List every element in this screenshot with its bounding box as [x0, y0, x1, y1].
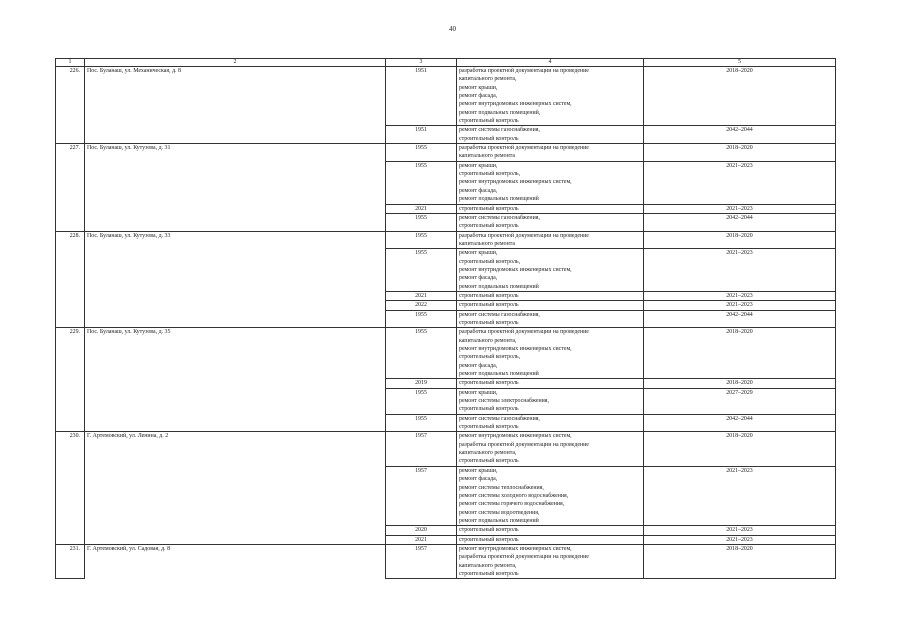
work-item: ремонт системы холодного водоснабжения, [459, 492, 569, 499]
work-item: строительный контроль [459, 424, 519, 431]
work-item: разработка проектной документации на проведение [459, 554, 589, 561]
building-address: Пос. Буланаш, ул. Кутузова, д. 35 [85, 328, 386, 432]
year-cell: 2021 [386, 291, 457, 300]
year-cell: 1955 [386, 310, 457, 328]
works-cell [457, 249, 644, 292]
work-item: ремонт внутридомовых инженерных систем, [459, 545, 572, 552]
works-cell [457, 379, 644, 388]
work-item: ремонт системы газоснабжения, [459, 127, 540, 134]
table-row [56, 544, 836, 578]
work-item: ремонт крыши, [459, 467, 498, 474]
work-item: строительный контроль [459, 292, 519, 299]
row-number: 226. [56, 67, 85, 144]
repair-period-cell: 2021–2023 [644, 526, 836, 535]
header-col-2: 2 [85, 59, 386, 67]
works-cell [457, 204, 644, 213]
work-item: капитального ремонта [459, 240, 515, 247]
work-item: капитального ремонта, [459, 76, 517, 83]
work-item: ремонт фасада, [459, 362, 498, 369]
table-row [56, 432, 836, 466]
year-cell: 1951 [386, 67, 457, 126]
work-item: строительный контроль [459, 205, 519, 212]
table-row [56, 67, 836, 126]
work-item: ремонт системы водоотведения, [459, 509, 540, 516]
work-item: строительный контроль [459, 223, 519, 230]
work-item: ремонт фасада, [459, 275, 498, 282]
work-item: ремонт подвальных помещений [459, 196, 539, 203]
table-body [56, 67, 836, 579]
works-cell [457, 310, 644, 328]
year-cell: 1955 [386, 388, 457, 414]
repair-period-cell: 2021–2023 [644, 466, 836, 525]
table-row [56, 231, 836, 249]
repair-period-cell: 2042–2044 [644, 126, 836, 144]
work-item: строительный контроль, [459, 258, 521, 265]
work-item: строительный контроль, [459, 354, 521, 361]
year-cell: 1957 [386, 432, 457, 466]
work-item: ремонт подвальных помещений [459, 371, 539, 378]
work-item: ремонт внутридомовых инженерных систем, [459, 101, 572, 108]
work-item: ремонт внутридомовых инженерных систем, [459, 433, 572, 440]
work-item: строительный контроль [459, 302, 519, 309]
work-item: ремонт крыши, [459, 162, 498, 169]
year-cell: 1955 [386, 144, 457, 162]
works-cell [457, 231, 644, 249]
building-address: Пос. Буланаш, ул. Кутузова, д. 31 [85, 144, 386, 231]
work-item: ремонт системы газоснабжения, [459, 214, 540, 221]
row-number: 231. [56, 544, 85, 578]
repair-period-cell: 2018–2020 [644, 379, 836, 388]
repair-period-cell: 2018–2020 [644, 144, 836, 162]
repair-period-cell: 2021–2023 [644, 249, 836, 292]
work-item: капитального ремонта, [459, 562, 517, 569]
repair-period-cell: 2021–2023 [644, 301, 836, 310]
page-number: 40 [449, 25, 456, 33]
work-item: капитального ремонта, [459, 337, 517, 344]
header-col-1: 1 [56, 59, 85, 67]
work-item: ремонт фасада, [459, 93, 498, 100]
work-item: ремонт системы горячего водоснабжения, [459, 501, 565, 508]
work-item: ремонт крыши, [459, 250, 498, 257]
works-cell [457, 67, 644, 126]
work-item: разработка проектной документации на проведение [459, 232, 589, 239]
work-item: капитального ремонта [459, 153, 515, 160]
work-item: строительный контроль [459, 406, 519, 413]
row-number: 229. [56, 328, 85, 432]
year-cell: 1955 [386, 161, 457, 204]
table-row [56, 144, 836, 162]
works-cell [457, 388, 644, 414]
work-item: ремонт внутридомовых инженерных систем, [459, 346, 572, 352]
work-item: разработка проектной документации на проведение [459, 441, 589, 448]
work-item: ремонт системы электроснабжения, [459, 398, 549, 405]
table-row [56, 328, 836, 379]
repair-period-cell: 2018–2020 [644, 328, 836, 379]
work-item: ремонт подвальных помещений [459, 517, 539, 524]
year-cell: 1957 [386, 544, 457, 578]
year-cell: 1955 [386, 213, 457, 231]
work-item: ремонт крыши, [459, 84, 498, 91]
year-cell: 1955 [386, 249, 457, 292]
year-cell: 2021 [386, 535, 457, 544]
repair-period-cell: 2018–2020 [644, 231, 836, 249]
repair-period-cell: 2018–2020 [644, 67, 836, 126]
work-item: ремонт подвальных помещений, [459, 109, 541, 116]
work-item: ремонт фасада, [459, 476, 498, 483]
works-cell [457, 526, 644, 535]
row-number: 228. [56, 231, 85, 328]
repair-period-cell: 2021–2023 [644, 291, 836, 300]
work-item: ремонт системы газоснабжения, [459, 311, 540, 318]
header-col-3: 3 [386, 59, 457, 67]
work-item: капитального ремонта, [459, 450, 517, 457]
work-item: ремонт внутридомовых инженерных систем, [459, 266, 572, 273]
building-address: Пос. Буланаш, ул. Механическая, д. 8 [85, 67, 386, 144]
works-cell [457, 535, 644, 544]
work-item: строительный контроль [459, 458, 519, 465]
works-cell [457, 466, 644, 525]
work-item: ремонт подвальных помещений [459, 283, 539, 290]
work-item: строительный контроль [459, 536, 519, 543]
year-cell: 1957 [386, 466, 457, 525]
repair-period-cell: 2021–2023 [644, 535, 836, 544]
work-item: строительный контроль [459, 118, 519, 125]
repair-period-cell: 2042–2044 [644, 213, 836, 231]
works-cell [457, 432, 644, 466]
work-item: разработка проектной документации на проведение [459, 68, 589, 74]
building-address: Пос. Буланаш, ул. Кутузова, д. 33 [85, 231, 386, 328]
repair-period-cell: 2021–2023 [644, 204, 836, 213]
work-item: разработка проектной документации на проведение [459, 145, 589, 152]
capital-repair-table [55, 58, 836, 579]
work-item: строительный контроль [459, 527, 519, 534]
repair-period-cell: 2018–2020 [644, 432, 836, 466]
repair-period-cell: 2021–2023 [644, 161, 836, 204]
table-header-row [56, 59, 836, 67]
work-item: строительный контроль [459, 319, 519, 326]
work-item: ремонт системы газоснабжения, [459, 415, 540, 422]
year-cell: 2020 [386, 526, 457, 535]
header-col-5: 5 [644, 59, 836, 67]
work-item: строительный контроль [459, 380, 519, 387]
works-cell [457, 291, 644, 300]
works-cell [457, 213, 644, 231]
building-address: Г. Артемовский, ул. Ленина, д. 2 [85, 432, 386, 544]
works-cell [457, 126, 644, 144]
work-item: разработка проектной документации на проведение [459, 329, 589, 336]
year-cell: 2022 [386, 301, 457, 310]
year-cell: 2021 [386, 204, 457, 213]
works-cell [457, 544, 644, 578]
year-cell: 1955 [386, 414, 457, 432]
building-address: Г. Артемовский, ул. Садовая, д. 8 [85, 544, 386, 578]
work-item: ремонт внутридомовых инженерных систем, [459, 179, 572, 186]
works-cell [457, 301, 644, 310]
work-item: ремонт крыши, [459, 389, 498, 396]
work-item: строительный контроль, [459, 171, 521, 178]
row-number: 230. [56, 432, 85, 544]
work-item: строительный контроль [459, 135, 519, 142]
work-item: ремонт системы теплоснабжения, [459, 484, 544, 491]
year-cell: 1951 [386, 126, 457, 144]
year-cell: 1955 [386, 328, 457, 379]
works-cell [457, 161, 644, 204]
works-cell [457, 414, 644, 432]
capital-repair-table-container [55, 58, 835, 579]
repair-period-cell: 2027–2029 [644, 388, 836, 414]
header-col-4: 4 [457, 59, 644, 67]
row-number: 227. [56, 144, 85, 231]
repair-period-cell: 2042–2044 [644, 310, 836, 328]
works-cell [457, 144, 644, 162]
year-cell: 1955 [386, 231, 457, 249]
repair-period-cell: 2042–2044 [644, 414, 836, 432]
repair-period-cell: 2018–2020 [644, 544, 836, 578]
work-item: ремонт фасада, [459, 187, 498, 194]
year-cell: 2019 [386, 379, 457, 388]
works-cell [457, 328, 644, 379]
work-item: строительный контроль [459, 570, 519, 577]
